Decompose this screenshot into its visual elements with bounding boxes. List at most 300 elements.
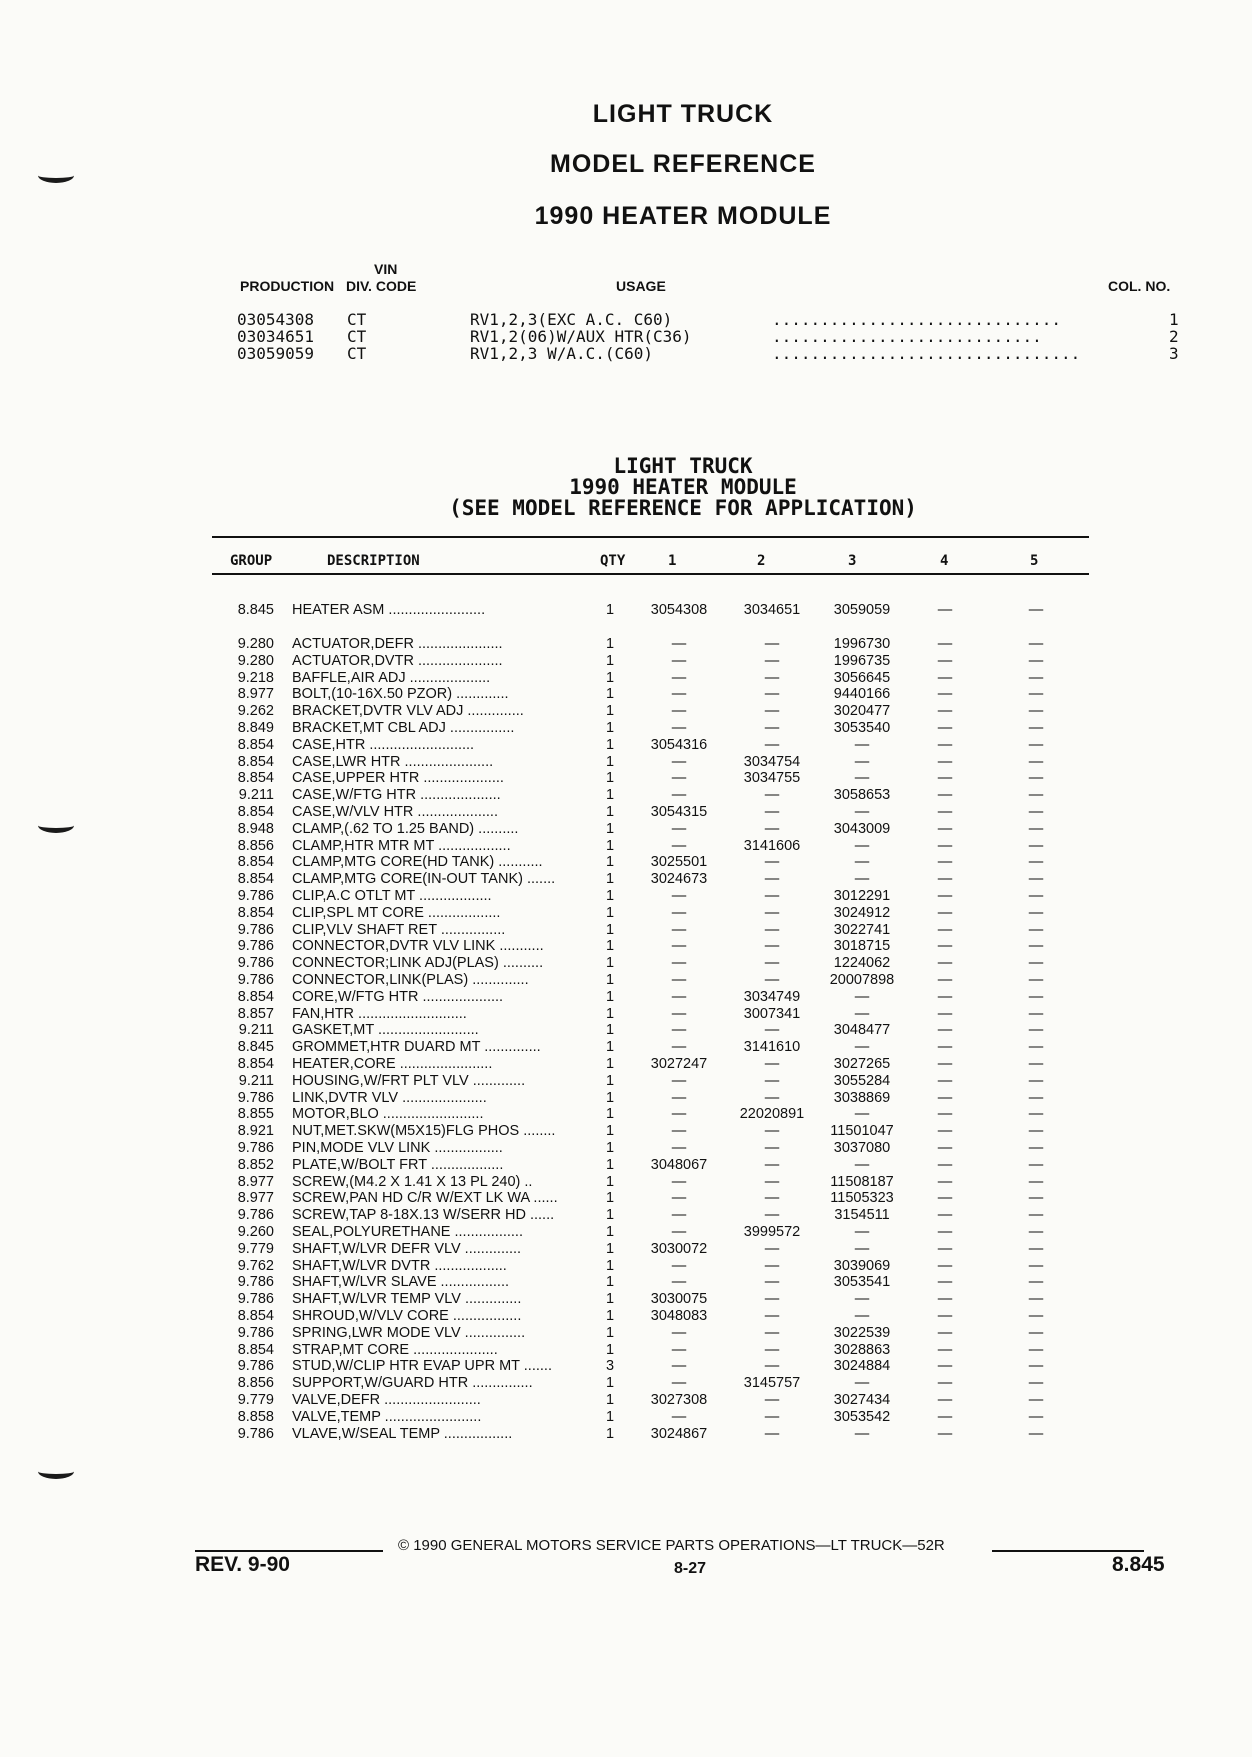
row-group: 8.854 — [237, 770, 274, 787]
row-qty: 1 — [606, 1140, 615, 1156]
row-col-3: — — [854, 1375, 870, 1392]
row-col-1: — — [671, 1408, 687, 1425]
col-4-header: 4 — [940, 553, 949, 569]
row-col-1: — — [671, 1039, 687, 1056]
row-col-4: — — [937, 686, 953, 703]
row-col-4: — — [937, 972, 953, 988]
row-col-4: — — [937, 820, 953, 837]
row-col-3: — — [854, 1039, 870, 1056]
row-col-3: — — [854, 753, 870, 770]
table-header-rule — [212, 573, 1089, 575]
row-col-3: — — [854, 1240, 870, 1257]
row-description: VALVE,DEFR ........................ — [292, 1392, 481, 1408]
row-col-1: — — [671, 820, 687, 837]
footer-section-number: 8.845 — [1112, 1553, 1165, 1576]
row-col-1: 3024673 — [650, 871, 708, 888]
row-col-1: 3054315 — [650, 804, 708, 820]
row-col-2: — — [764, 1173, 780, 1190]
row-col-3: 3024912 — [833, 904, 891, 921]
row-qty: 1 — [606, 1106, 615, 1123]
row-group: 9.280 — [237, 636, 274, 652]
table-row — [0, 972, 1252, 989]
row-col-3: 1224062 — [833, 955, 891, 972]
row-col-3: 3154511 — [834, 1207, 890, 1224]
row-qty: 1 — [606, 686, 615, 703]
row-col-5: — — [1028, 652, 1044, 669]
row-qty: 1 — [606, 652, 615, 669]
row-col-4: — — [937, 1089, 953, 1106]
row-group: 9.786 — [237, 921, 274, 938]
colno-header: COL. NO. — [1108, 278, 1171, 294]
table-row — [0, 938, 1252, 955]
row-col-2: 3034651 — [743, 602, 801, 618]
row-col-4: — — [937, 1341, 953, 1358]
table-top-rule — [212, 536, 1089, 538]
row-qty: 1 — [606, 720, 615, 736]
row-col-3: — — [854, 854, 870, 871]
row-col-2: — — [764, 736, 780, 753]
row-col-5: — — [1028, 1224, 1044, 1240]
row-group: 9.786 — [237, 1425, 274, 1442]
row-col-5: — — [1028, 787, 1044, 804]
row-col-4: — — [937, 1005, 953, 1022]
row-qty: 1 — [606, 1173, 615, 1190]
description-column-header: DESCRIPTION — [327, 553, 420, 569]
row-group: 8.858 — [237, 1408, 274, 1425]
row-qty: 1 — [606, 1005, 615, 1022]
row-group: 9.786 — [237, 888, 274, 904]
row-col-1: — — [671, 703, 687, 720]
row-description: VLAVE,W/SEAL TEMP ................. — [292, 1425, 513, 1442]
row-description: HEATER ASM ........................ — [292, 602, 486, 618]
row-qty: 1 — [606, 1123, 615, 1140]
table-row — [0, 1308, 1252, 1325]
row-col-3: — — [854, 988, 870, 1005]
table-row — [0, 686, 1252, 703]
row-col-3: 3048477 — [833, 1022, 891, 1039]
row-col-2: — — [764, 972, 780, 988]
table-row — [0, 888, 1252, 905]
row-col-1: 3025501 — [650, 854, 708, 871]
row-col-4: — — [937, 1156, 953, 1173]
row-qty: 1 — [606, 1224, 615, 1240]
divcode-header: DIV. CODE — [346, 278, 417, 294]
table-row — [0, 754, 1252, 771]
row-description: SHROUD,W/VLV CORE ................. — [292, 1308, 522, 1324]
row-qty: 1 — [606, 1308, 615, 1324]
row-col-4: — — [937, 1123, 953, 1140]
table-row — [0, 1207, 1252, 1224]
row-description: CLIP,SPL MT CORE .................. — [292, 904, 501, 921]
row-col-1: — — [671, 1140, 687, 1156]
row-col-2: — — [764, 1308, 780, 1324]
row-col-5: — — [1028, 1005, 1044, 1022]
row-qty: 1 — [606, 1156, 615, 1173]
subtitle-line-1: LIGHT TRUCK — [613, 454, 753, 478]
row-col-1: — — [671, 988, 687, 1005]
row-description: BRACKET,DVTR VLV ADJ .............. — [292, 703, 524, 720]
row-group: 8.852 — [237, 1156, 274, 1173]
table-row — [0, 1358, 1252, 1375]
row-col-2: — — [764, 1240, 780, 1257]
row-col-3: 11501047 — [830, 1123, 894, 1140]
row-qty: 1 — [606, 837, 615, 854]
row-description: CASE,UPPER HTR .................... — [292, 770, 504, 787]
row-col-5: — — [1028, 636, 1044, 652]
table-row — [0, 737, 1252, 754]
row-col-5: — — [1028, 1156, 1044, 1173]
title-line-1: LIGHT TRUCK — [592, 100, 774, 128]
row-col-3: 3053541 — [833, 1274, 891, 1291]
col-3-header: 3 — [848, 553, 857, 569]
row-qty: 1 — [606, 1425, 615, 1442]
column-number: 2 — [1169, 327, 1179, 346]
row-group: 8.854 — [237, 804, 274, 820]
row-col-5: — — [1028, 854, 1044, 871]
row-col-4: — — [937, 904, 953, 921]
leader-dots: ............................ — [772, 327, 1042, 346]
row-group: 8.855 — [237, 1106, 274, 1123]
row-col-3: — — [854, 770, 870, 787]
row-qty: 1 — [606, 770, 615, 787]
row-description: PLATE,W/BOLT FRT .................. — [292, 1156, 504, 1173]
row-description: CLIP,A.C OTLT MT .................. — [292, 888, 492, 904]
row-col-3: 3022741 — [833, 921, 891, 938]
div-code: CT — [347, 327, 367, 346]
row-col-4: — — [937, 1039, 953, 1056]
row-group: 8.854 — [237, 753, 274, 770]
row-col-3: — — [854, 837, 870, 854]
row-col-5: — — [1028, 1022, 1044, 1039]
row-description: SCREW,PAN HD C/R W/EXT LK WA ...... — [292, 1190, 558, 1207]
row-col-2: — — [764, 1056, 780, 1072]
row-col-3: 11505323 — [830, 1190, 894, 1207]
row-group: 8.948 — [237, 820, 274, 837]
row-qty: 1 — [606, 972, 615, 988]
row-col-1: 3030075 — [650, 1291, 708, 1308]
row-col-5: — — [1028, 1291, 1044, 1308]
row-col-1: 3048083 — [650, 1308, 708, 1324]
reference-row — [237, 345, 1180, 362]
row-description: GROMMET,HTR DUARD MT .............. — [292, 1039, 541, 1056]
row-group: 8.854 — [237, 904, 274, 921]
row-col-1: 3054316 — [650, 736, 708, 753]
row-col-1: — — [671, 1173, 687, 1190]
table-row — [0, 1157, 1252, 1174]
row-col-2: — — [764, 669, 780, 686]
row-col-4: — — [937, 1392, 953, 1408]
row-description: CASE,W/FTG HTR .................... — [292, 787, 501, 804]
row-col-4: — — [937, 1425, 953, 1442]
row-description: CLAMP,(.62 TO 1.25 BAND) .......... — [292, 820, 519, 837]
row-qty: 1 — [606, 1408, 615, 1425]
row-col-4: — — [937, 1375, 953, 1392]
row-group: 9.786 — [237, 1089, 274, 1106]
row-group: 9.786 — [237, 1358, 274, 1375]
row-col-4: — — [937, 1257, 953, 1274]
row-col-4: — — [937, 1308, 953, 1324]
row-col-4: — — [937, 1022, 953, 1039]
row-col-1: — — [671, 1022, 687, 1039]
row-col-4: — — [937, 1358, 953, 1375]
row-qty: 1 — [606, 854, 615, 871]
row-col-4: — — [937, 753, 953, 770]
row-col-3: 3024884 — [833, 1358, 891, 1375]
row-col-1: — — [671, 1324, 687, 1341]
row-col-2: — — [764, 1358, 780, 1375]
row-col-3: — — [854, 1308, 870, 1324]
row-col-5: — — [1028, 1190, 1044, 1207]
row-col-1: 3024867 — [650, 1425, 708, 1442]
row-col-2: — — [764, 1274, 780, 1291]
row-group: 8.845 — [237, 1039, 274, 1056]
row-description: CASE,W/VLV HTR .................... — [292, 804, 498, 820]
table-row — [0, 1258, 1252, 1275]
row-col-5: — — [1028, 804, 1044, 820]
row-col-5: — — [1028, 1173, 1044, 1190]
row-description: CONNECTOR,DVTR VLV LINK ........... — [292, 938, 544, 955]
table-row — [0, 787, 1252, 804]
table-row — [0, 1224, 1252, 1241]
row-col-4: — — [937, 921, 953, 938]
row-col-2: — — [764, 1257, 780, 1274]
row-col-3: — — [854, 804, 870, 820]
row-col-3: — — [854, 1005, 870, 1022]
row-qty: 1 — [606, 1056, 615, 1072]
col-1-header: 1 — [668, 553, 677, 569]
title-line-3: 1990 HEATER MODULE — [534, 202, 832, 230]
row-description: MOTOR,BLO ......................... — [292, 1106, 484, 1123]
footer-copyright: © 1990 GENERAL MOTORS SERVICE PARTS OPERATIONS—LT TRUCK—52R — [398, 1537, 945, 1554]
row-col-4: — — [937, 703, 953, 720]
div-code: CT — [347, 344, 367, 363]
table-row — [0, 1241, 1252, 1258]
row-group: 8.854 — [237, 736, 274, 753]
row-col-4: — — [937, 988, 953, 1005]
row-col-2: — — [764, 804, 780, 820]
row-col-1: — — [671, 1375, 687, 1392]
table-row — [0, 1006, 1252, 1023]
row-qty: 1 — [606, 955, 615, 972]
row-col-3: 1996730 — [833, 636, 891, 652]
row-col-5: — — [1028, 1072, 1044, 1089]
row-col-1: — — [671, 955, 687, 972]
row-col-2: 22020891 — [739, 1106, 805, 1123]
table-row — [0, 1375, 1252, 1392]
production-code: 03034651 — [237, 327, 315, 346]
row-col-5: — — [1028, 753, 1044, 770]
row-col-5: — — [1028, 1207, 1044, 1224]
row-col-4: — — [937, 1056, 953, 1072]
row-group: 9.779 — [237, 1240, 274, 1257]
row-col-4: — — [937, 1106, 953, 1123]
row-col-3: 3043009 — [833, 820, 891, 837]
row-group: 9.262 — [237, 703, 274, 720]
row-description: SHAFT,W/LVR DEFR VLV .............. — [292, 1240, 522, 1257]
row-group: 9.786 — [237, 1291, 274, 1308]
row-group: 9.211 — [238, 1072, 274, 1089]
usage-header: USAGE — [616, 278, 666, 294]
row-description: BAFFLE,AIR ADJ .................... — [292, 669, 491, 686]
row-col-2: — — [764, 703, 780, 720]
row-description: HEATER,CORE ....................... — [292, 1056, 493, 1072]
table-row — [0, 1022, 1252, 1039]
row-col-4: — — [937, 720, 953, 736]
row-qty: 1 — [606, 1072, 615, 1089]
row-qty: 1 — [606, 1240, 615, 1257]
row-qty: 1 — [606, 1089, 615, 1106]
row-group: 8.856 — [237, 837, 274, 854]
row-description: ACTUATOR,DVTR ..................... — [292, 652, 503, 669]
row-description: CLAMP,MTG CORE(HD TANK) ........... — [292, 854, 543, 871]
row-col-5: — — [1028, 1140, 1044, 1156]
row-group: 8.854 — [237, 1056, 274, 1072]
row-group: 8.977 — [237, 1173, 274, 1190]
punch-mark-bottom — [38, 1464, 74, 1479]
table-row — [0, 838, 1252, 855]
row-col-3: 3012291 — [833, 888, 891, 904]
row-col-5: — — [1028, 1106, 1044, 1123]
row-col-2: — — [764, 1341, 780, 1358]
row-col-3: 20007898 — [829, 972, 895, 988]
table-row — [0, 1342, 1252, 1359]
row-col-1: — — [671, 1106, 687, 1123]
row-col-5: — — [1028, 1039, 1044, 1056]
row-qty: 1 — [606, 1190, 615, 1207]
row-col-3: 3056645 — [833, 669, 891, 686]
table-row — [0, 1056, 1252, 1073]
row-description: CORE,W/FTG HTR .................... — [292, 988, 504, 1005]
table-row — [0, 1090, 1252, 1107]
row-description: VALVE,TEMP ........................ — [292, 1408, 482, 1425]
row-col-2: 3034755 — [743, 770, 801, 787]
row-col-3: 3027434 — [833, 1392, 891, 1408]
row-col-4: — — [937, 1140, 953, 1156]
leader-dots: .............................. — [772, 310, 1061, 329]
row-col-2: — — [764, 1089, 780, 1106]
row-description: PIN,MODE VLV LINK ................. — [292, 1140, 503, 1156]
row-col-1: — — [671, 652, 687, 669]
row-group: 8.921 — [237, 1123, 274, 1140]
row-description: SUPPORT,W/GUARD HTR ............... — [292, 1375, 533, 1392]
table-row — [0, 1426, 1252, 1443]
row-description: HOUSING,W/FRT PLT VLV ............. — [292, 1072, 526, 1089]
row-col-2: — — [764, 686, 780, 703]
row-group: 8.977 — [237, 686, 274, 703]
footer-rev: REV. 9-90 — [195, 1553, 290, 1576]
row-col-1: — — [671, 904, 687, 921]
row-group: 9.786 — [237, 1207, 274, 1224]
table-row — [0, 1291, 1252, 1308]
row-col-2: — — [764, 1392, 780, 1408]
table-row — [0, 770, 1252, 787]
row-col-1: — — [671, 1190, 687, 1207]
row-col-2: — — [764, 820, 780, 837]
table-row — [0, 1325, 1252, 1342]
row-col-5: — — [1028, 1341, 1044, 1358]
row-col-3: 3053540 — [833, 720, 891, 736]
row-col-4: — — [937, 1408, 953, 1425]
row-group: 8.854 — [237, 1341, 274, 1358]
row-description: NUT,MET.SKW(M5X15)FLG PHOS ........ — [292, 1123, 556, 1140]
row-description: CONNECTOR,LINK(PLAS) .............. — [292, 972, 529, 988]
row-col-5: — — [1028, 669, 1044, 686]
row-col-2: 3007341 — [743, 1005, 801, 1022]
row-qty: 1 — [606, 1257, 615, 1274]
row-description: SCREW,(M4.2 X 1.41 X 13 PL 240) .. — [292, 1173, 533, 1190]
row-col-1: — — [671, 636, 687, 652]
row-qty: 1 — [606, 753, 615, 770]
row-description: BOLT,(10-16X.50 PZOR) ............. — [292, 686, 509, 703]
row-group: 9.786 — [237, 938, 274, 955]
row-col-4: — — [937, 669, 953, 686]
row-col-4: — — [937, 871, 953, 888]
row-group: 9.218 — [237, 669, 274, 686]
row-col-3: 3053542 — [833, 1408, 891, 1425]
row-group: 8.854 — [237, 1308, 274, 1324]
row-group: 9.211 — [238, 1022, 274, 1039]
row-group: 8.854 — [237, 854, 274, 871]
table-row — [0, 703, 1252, 720]
row-description: SPRING,LWR MODE VLV ............... — [292, 1324, 526, 1341]
reference-row — [237, 328, 1180, 345]
div-code: CT — [347, 310, 367, 329]
row-col-3: 3059059 — [833, 602, 891, 618]
row-col-2: — — [764, 854, 780, 871]
row-col-2: — — [764, 1207, 780, 1224]
row-col-5: — — [1028, 904, 1044, 921]
row-qty: 1 — [606, 736, 615, 753]
row-col-5: — — [1028, 720, 1044, 736]
row-description: STUD,W/CLIP HTR EVAP UPR MT ....... — [292, 1358, 552, 1375]
table-row — [0, 821, 1252, 838]
row-description: SHAFT,W/LVR DVTR .................. — [292, 1257, 507, 1274]
row-col-5: — — [1028, 955, 1044, 972]
row-col-5: — — [1028, 1358, 1044, 1375]
row-col-4: — — [937, 1173, 953, 1190]
row-col-2: — — [764, 1156, 780, 1173]
table-row — [0, 871, 1252, 888]
row-col-3: — — [854, 1224, 870, 1240]
row-col-2: 3145757 — [743, 1375, 801, 1392]
row-col-2: 3034749 — [743, 988, 801, 1005]
row-col-2: — — [764, 1425, 780, 1442]
row-col-1: — — [671, 1072, 687, 1089]
row-group: 9.786 — [237, 955, 274, 972]
row-col-5: — — [1028, 921, 1044, 938]
row-col-5: — — [1028, 820, 1044, 837]
row-col-4: — — [937, 888, 953, 904]
row-col-5: — — [1028, 938, 1044, 955]
table-row — [0, 653, 1252, 670]
row-col-4: — — [937, 787, 953, 804]
row-col-3: 3027265 — [833, 1056, 891, 1072]
row-col-2: — — [764, 955, 780, 972]
row-qty: 1 — [606, 804, 615, 820]
row-col-2: — — [764, 1022, 780, 1039]
row-group: 8.849 — [237, 720, 274, 736]
row-col-3: — — [854, 1106, 870, 1123]
subtitle-line-2: 1990 HEATER MODULE — [569, 475, 797, 499]
row-col-3: 3018715 — [833, 938, 891, 955]
row-group: 9.786 — [237, 1140, 274, 1156]
row-col-1: — — [671, 770, 687, 787]
row-col-5: — — [1028, 1408, 1044, 1425]
row-group: 9.786 — [237, 1274, 274, 1291]
row-col-5: — — [1028, 988, 1044, 1005]
row-col-3: — — [854, 1291, 870, 1308]
vin-header: VIN — [374, 261, 398, 277]
